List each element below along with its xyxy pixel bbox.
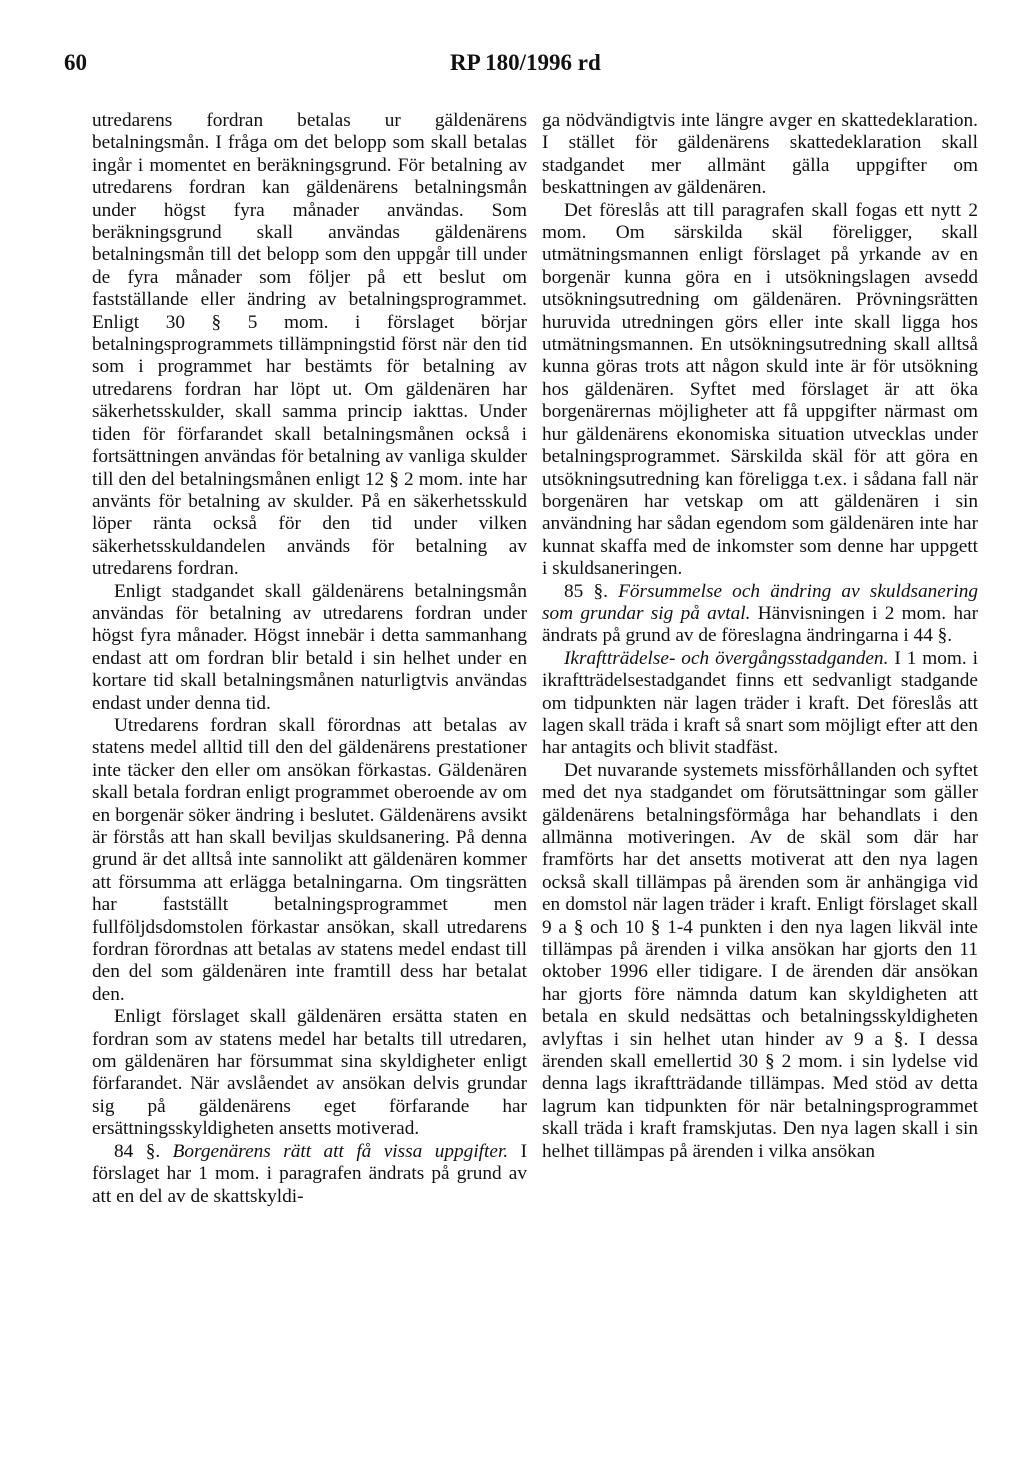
section-title: Försummelse och ändring av skuldsanering som grundar sig på avtal. <box>542 580 978 624</box>
paragraph: utredarens fordran betalas ur gäldenärens betalningsmån. I fråga om det belopp som skall betalas ingår i momentet en beräkningsgrund. För betalning av utredarens fordran kan gäldenärens betalningsmån under högst fyra månader användas. Som beräkningsgrund skall användas gäldenärens betalningsmån till det belopp som den uppgår till under de fyra månader som följer på ett beslut om fastställande eller ändring av betalningsprogrammet. Enligt 30 § 5 mom. i förslaget börjar betalningsprogrammets tillämpningstid först när den tid som i programmet har bestämts för betalning av utredarens fordran har löpt ut. Om gäldenären har säkerhetsskulder, skall samma princip iakttas. Under tiden för förfarandet skall betalningsmånen också i fortsättningen användas för betalning av vanliga skulder till den del betalningsmånen enligt 12 § 2 mom. inte har använts för betalning av skulder. På en säkerhetsskuld löper ränta också för den tid under vilken säkerhetsskuldandelen används för betalning av utredarens fordran. <box>92 110 527 580</box>
section-title: Borgenärens rätt att få vissa uppgifter. <box>172 1140 509 1162</box>
section-paragraph <box>92 1141 527 1208</box>
paragraph: Enligt stadgandet skall gäldenärens betalningsmån användas för betalning av utredarens fordran under högst fyra månader. Högst innebär i detta sammanhang endast att om fordran blir betald i sin helhet under en kortare tid skall betalningsmånen naturligtvis användas endast under denna tid. <box>92 580 527 714</box>
page-number: 60 <box>64 50 87 75</box>
section-title: Ikraftträdelse- och övergångsstadganden. <box>564 647 889 669</box>
document-id: RP 180/1996 rd <box>450 50 601 75</box>
section-number: 84 §. <box>114 1140 161 1162</box>
paragraph: Utredarens fordran skall förordnas att betalas av statens medel alltid till den del gäldenärens prestationer inte täcker den eller om ansökan förkastas. Gäldenären skall betala fordran enligt programmet oberoende av om en borgenär söker ändring i beslutet. Gäldenärens avsikt är förstås att han skall beviljas skuldsanering. På denna grund är det alltså inte sannolikt att gäldenären kommer att försumma att erlägga betalningarna. Om tingsrätten har fastställt betalningsprogrammet men fullföljdsdomstolen förkastar ansökan, skall utredarens fordran förordnas att betalas av statens medel endast till den del som gäldenären inte framtill dess har betalat den. <box>92 714 527 1005</box>
section-text: Hänvisningen i 2 mom. har ändrats på grund av de föreslagna ändringarna i 44 §. <box>542 602 978 647</box>
page-header <box>64 50 984 84</box>
right-column <box>542 110 978 1163</box>
section-paragraph <box>542 581 978 648</box>
paragraph: Det nuvarande systemets missförhållanden och syftet med det nya stadgandet om förutsättningar som gäller gäldenärens betalningsförmåga har behandlats i den allmänna motiveringen. Av de skäl som där har framförts har det ansetts motiverat att den nya lagen också skall tillämpas på ärenden som är anhängiga vid en domstol när lagen träder i kraft. Enligt förslaget skall 9 a § och 10 § 1-4 punkten i den nya lagen likväl inte tillämpas på ärenden i vilka ansökan har gjorts den 11 oktober 1996 eller tidigare. I de ärenden där ansökan har gjorts före nämnda datum kan skyldigheten att betala en skuld nedsättas och betalningsskyldigheten avlyftas i sin helhet utan hinder av 9 a §. I dessa ärenden skall emellertid 30 § 2 mom. i sin lydelse vid denna lags ikraftträdande tillämpas. Med stöd av detta lagrum kan tidpunkten för när betalningsprogrammet skall träda i kraft framskjutas. Den nya lagen skall i sin helhet tillämpas på ärenden i vilka ansökan <box>542 759 978 1162</box>
paragraph: Det föreslås att till paragrafen skall fogas ett nytt 2 mom. Om särskilda skäl föreligger, skall utmätningsmannen enligt förslaget på yrkande av en borgenär kunna göra en i utsökningslagen avsedd utsökningsutredning om gäldenären. Prövningsrätten huruvida utredningen görs eller inte skall ligga hos utmätningsmannen. En utsökningsutredning skall alltså kunna göras trots att någon skuld inte är för utsökning hos gäldenären. Syftet med förslaget är att öka borgenärernas möjligheter att få uppgifter närmast om hur gäldenärens ekonomiska situation utvecklas under betalningsprogrammet. Särskilda skäl för att göra en utsökningsutredning kan föreligga t.ex. i sådana fall när borgenären har vetskap om att gäldenären i sin användning har sådan egendom som gäldenären inte har kunnat skaffa med de inkomster som denne har uppgett i skuldsaneringen. <box>542 199 978 580</box>
paragraph: Enligt förslaget skall gäldenären ersätta staten en fordran som av statens medel har betalts till utredaren, om gäldenären har försummat sina skyldigheter enligt förfarandet. När avslåendet av ansökan delvis grundar sig på gäldenärens eget förfarande har ersättningsskyldigheten ansetts motiverad. <box>92 1006 527 1140</box>
section-text: I 1 mom. i ikraftträdelsestadgandet finns ett sedvanligt stadgande om tidpunkten när lagen träder i kraft. Det föreslås att lagen skall träda i kraft så snart som möjligt efter att den har antagits och blivit stadfäst. <box>542 647 978 759</box>
section-text: I förslaget har 1 mom. i paragrafen ändrats på grund av att en del av de skattskyldi- <box>92 1140 527 1207</box>
left-column <box>92 110 527 1208</box>
section-number: 85 §. <box>564 580 608 602</box>
paragraph: ga nödvändigtvis inte längre avger en skattedeklaration. I stället för gäldenärens skattedeklaration skall stadgandet mer allmänt gälla uppgifter om beskattningen av gäldenären. <box>542 110 978 199</box>
section-paragraph <box>542 648 978 760</box>
